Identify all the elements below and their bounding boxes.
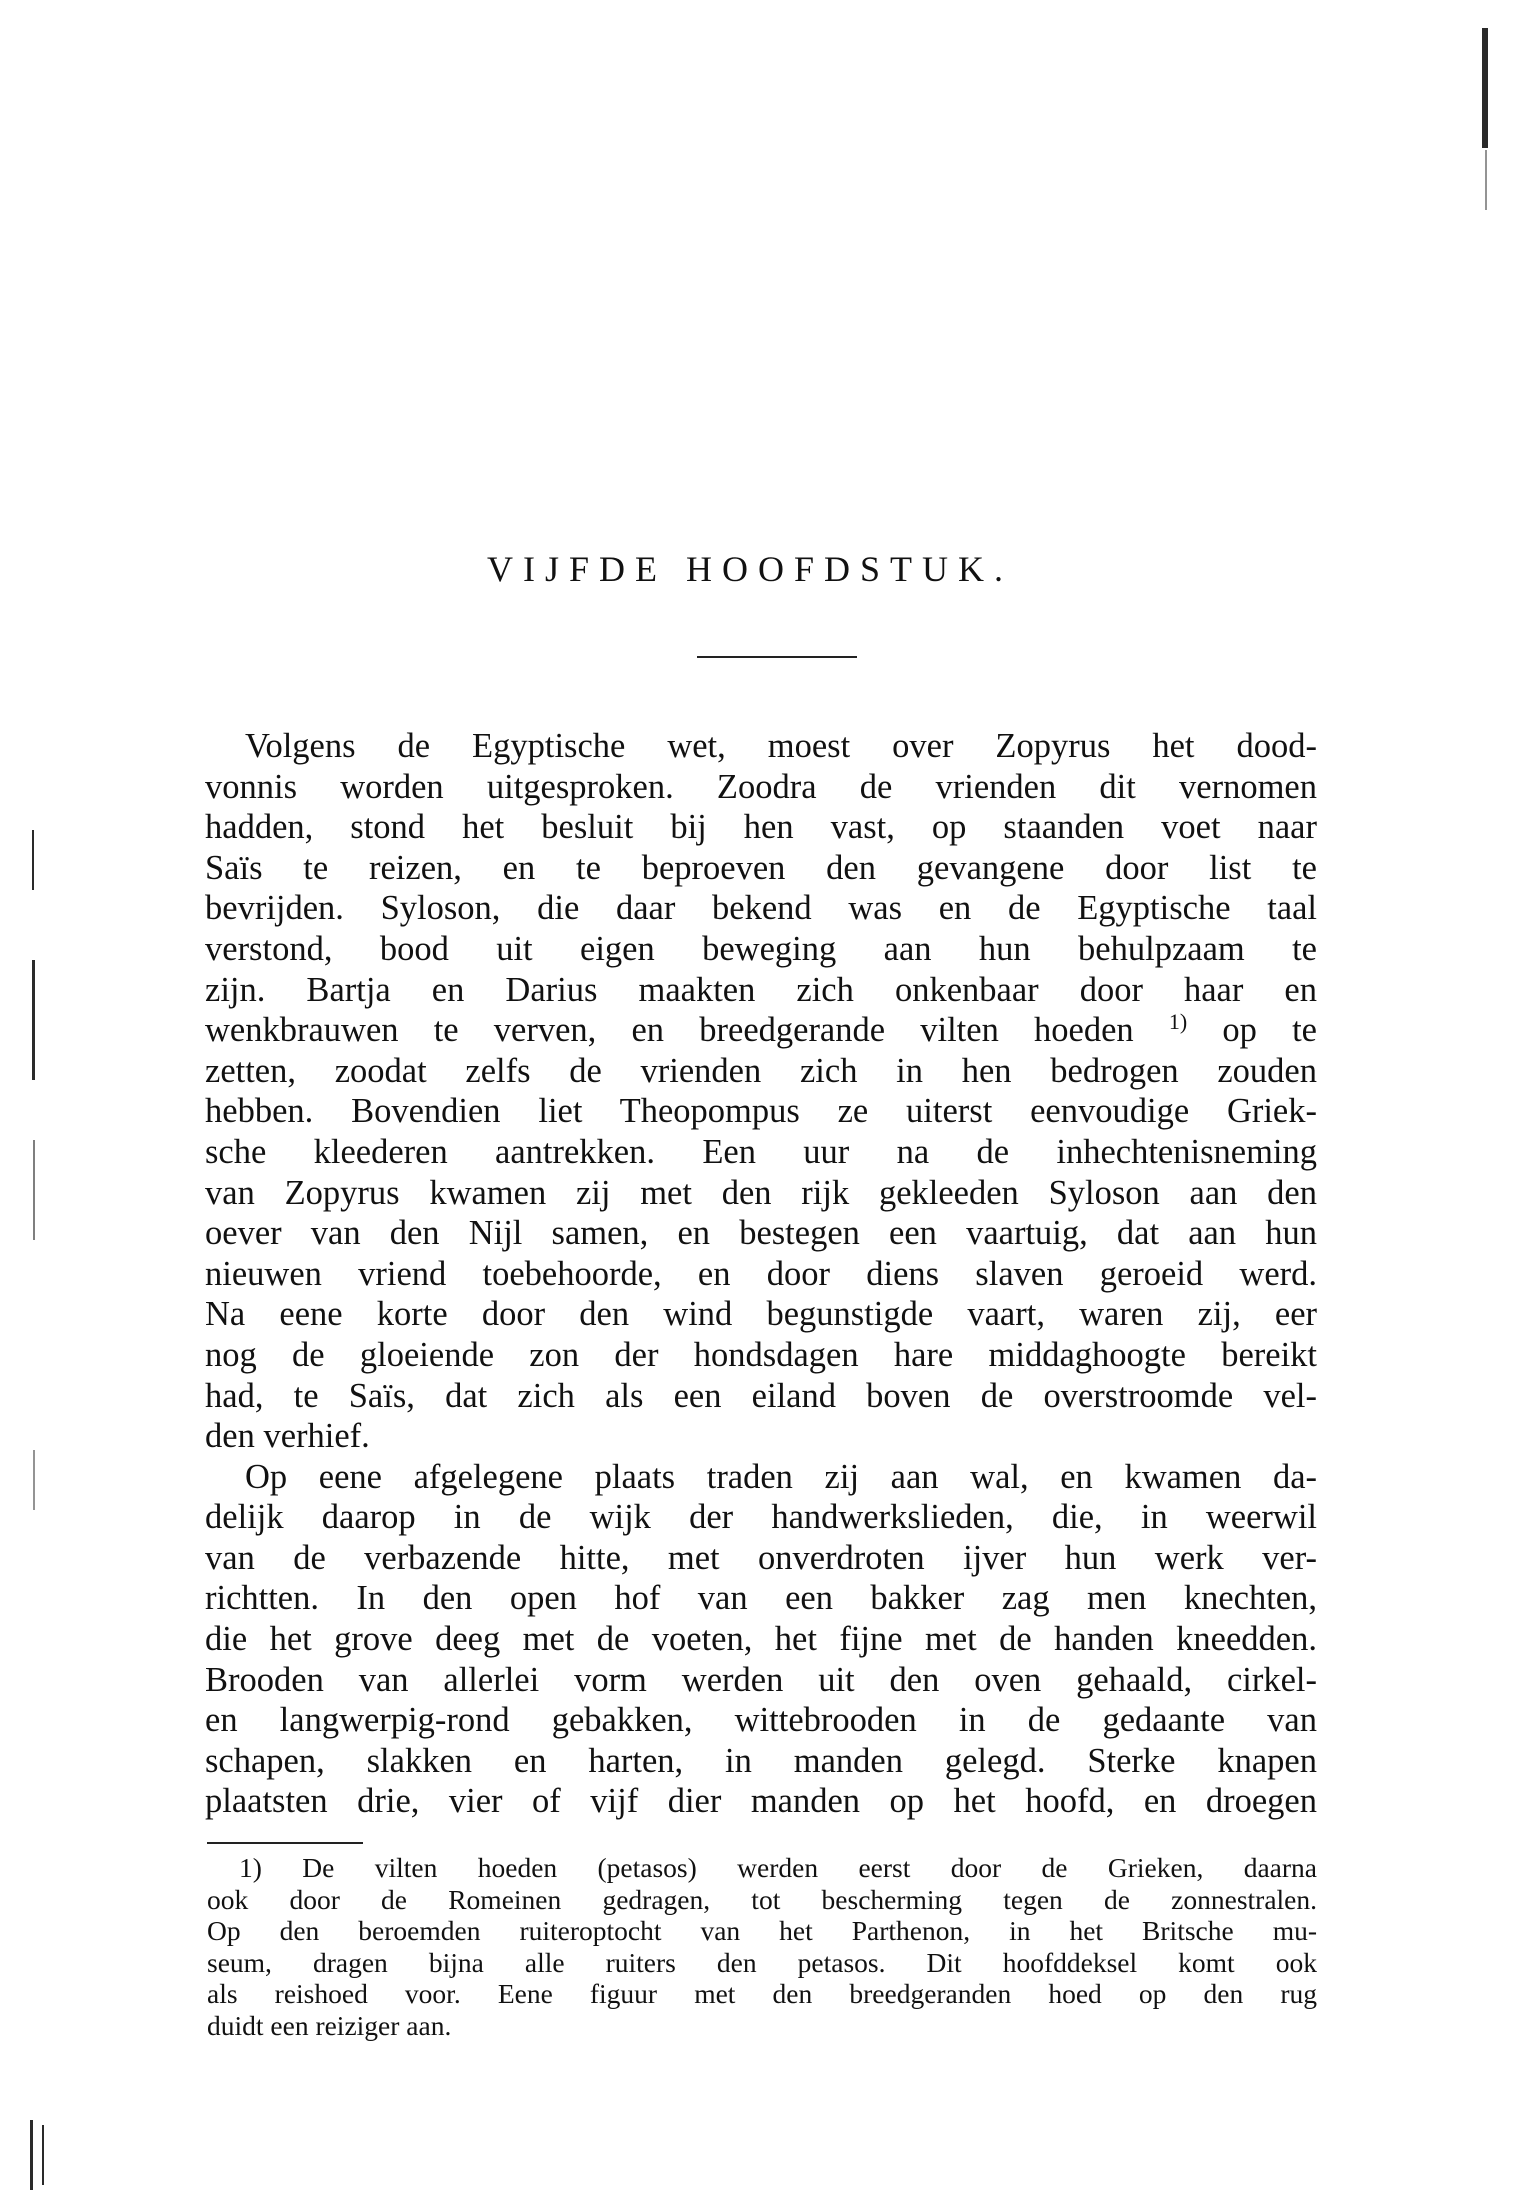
footnote (207, 1852, 1317, 2041)
text-line: delijk daarop in de wijk der handwerkslieden, die, in weerwil (205, 1498, 1317, 1537)
footnote-line: Op den beroemden ruiteroptocht van het Parthenon, in het Britsche mu- (207, 1915, 1317, 1946)
text-line: die het grove deeg met de voeten, het fijne met de handen kneedden. (205, 1620, 1317, 1659)
text-line-part: wenkbrauwen te verven, en breedgerande vilten hoeden (205, 1011, 1134, 1050)
text-line: nog de gloeiende zon der hondsdagen hare middaghoogte bereikt (205, 1335, 1317, 1374)
text-line: Brooden van allerlei vorm werden uit den oven gehaald, cirkel- (205, 1660, 1317, 1699)
text-line: sche kleederen aantrekken. Een uur na de inhechtenisneming (205, 1132, 1317, 1171)
text-line: vonnis worden uitgesproken. Zoodra de vrienden dit vernomen (205, 767, 1317, 806)
text-line: verstond, bood uit eigen beweging aan hun behulpzaam te (205, 929, 1317, 968)
text-line: had, te Saïs, dat zich als een eiland boven de overstroomde vel- (205, 1376, 1317, 1415)
scan-edge-mark (32, 830, 34, 890)
footnote-line: ook door de Romeinen gedragen, tot bescherming tegen de zonnestralen. (207, 1883, 1317, 1915)
title-divider (697, 656, 857, 658)
text-line: hebben. Bovendien liet Theopompus ze uiterst eenvoudige Griek- (205, 1092, 1317, 1131)
footnote-line: als reishoed voor. Eene figuur met den breedgeranden hoed op den rug (207, 1978, 1317, 2009)
scan-edge-mark (1485, 150, 1487, 210)
text-line: Saïs te reizen, en te beproeven den gevangene door list te (205, 848, 1317, 887)
text-line: richtten. In den open hof van een bakker zag men knechten, (205, 1579, 1317, 1618)
footnote-line: 1) De vilten hoeden (petasos) werden eerst door de Grieken, daarna (239, 1852, 1317, 1883)
text-line: Volgens de Egyptische wet, moest over Zopyrus het dood- (245, 727, 1317, 765)
text-line-part: op te (1222, 1011, 1317, 1050)
text-line: den verhief. (205, 1417, 370, 1456)
text-line: hadden, stond het besluit bij hen vast, op staanden voet naar (205, 808, 1317, 847)
text-line: zetten, zoodat zelfs de vrienden zich in hen bedrogen zouden (205, 1051, 1317, 1090)
text-line: Op eene afgelegene plaats traden zij aan wal, en kwamen da- (245, 1457, 1317, 1496)
footnote-line: seum, dragen bijna alle ruiters den petasos. Dit hoofddeksel komt ook (207, 1946, 1317, 1978)
text-line: schapen, slakken en harten, in manden gelegd. Sterke knapen (205, 1741, 1317, 1780)
text-line: nieuwen vriend toebehoorde, en door diens slaven geroeid werd. (205, 1254, 1317, 1293)
scan-edge-mark (1482, 28, 1488, 148)
text-line: plaatsten drie, vier of vijf dier manden op het hoofd, en droegen (205, 1782, 1317, 1821)
text-line: van de verbazende hitte, met onverdroten ijver hun werk ver- (205, 1538, 1317, 1577)
scan-edge-mark (30, 2120, 33, 2190)
scan-edge-mark (42, 2125, 44, 2185)
text-line-with-footnote (205, 1010, 1317, 1051)
text-line: oever van den Nijl samen, en bestegen een vaartuig, dat aan hun (205, 1214, 1317, 1253)
text-line: zijn. Bartja en Darius maakten zich onkenbaar door haar en (205, 970, 1317, 1009)
text-line: en langwerpig-rond gebakken, wittebrooden in de gedaante van (205, 1701, 1317, 1740)
footnote-reference: 1) (1168, 1009, 1188, 1035)
chapter-title: VIJFDE HOOFDSTUK. (486, 549, 1014, 589)
scan-edge-mark (32, 960, 35, 1080)
text-line: bevrijden. Syloson, die daar bekend was en de Egyptische taal (205, 889, 1317, 928)
scan-edge-mark (33, 1450, 35, 1510)
scan-edge-mark (33, 1140, 35, 1240)
footnote-divider (207, 1842, 363, 1844)
text-line: Na eene korte door den wind begunstigde vaart, waren zij, eer (205, 1295, 1317, 1334)
text-line: van Zopyrus kwamen zij met den rijk gekleeden Syloson aan den (205, 1173, 1317, 1212)
footnote-line: duidt een reiziger aan. (207, 2009, 452, 2041)
body-text (205, 726, 1317, 1822)
